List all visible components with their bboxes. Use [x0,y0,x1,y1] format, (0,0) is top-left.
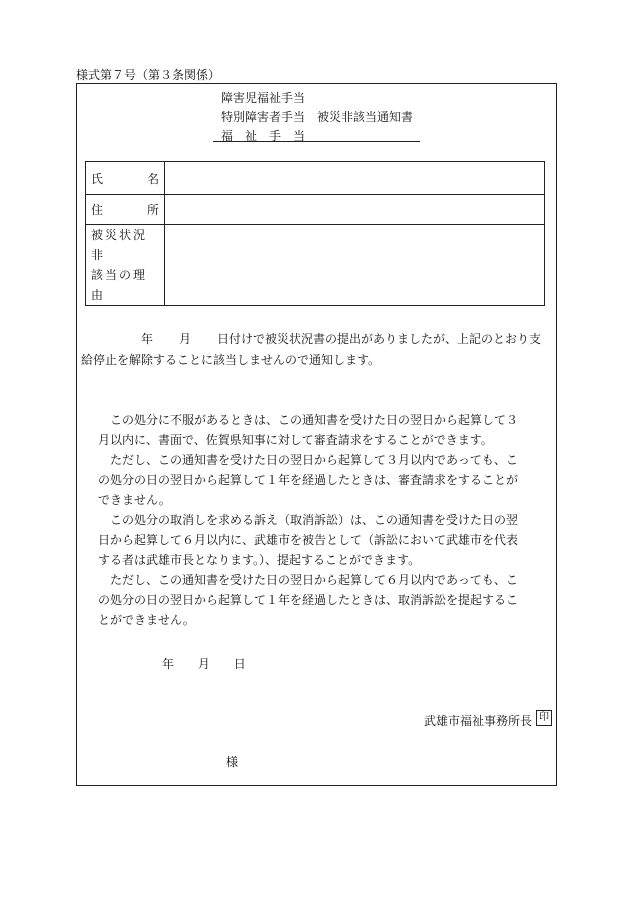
title-underline [213,141,420,142]
address-label-cell [86,195,165,225]
issue-date-month: 月 [197,657,210,671]
issue-date-year: 年 [162,657,175,671]
title-line-3: 福 祉 手 当 [221,129,306,143]
address-field[interactable] [165,195,545,225]
reason-label-cell [86,225,165,306]
name-label-cell [86,162,165,195]
appeal-paragraph-3: この処分の取消しを求める訴え（取消訴訟）は、この通知書を受けた日の翌日から起算して６月以内に、武雄市を被告として（訴訟において武雄市を代表する者は武雄市長となります。）、提起することができます。 [98,513,519,567]
issue-date-day: 日 [233,657,246,671]
seal-box: 印 [536,710,552,726]
table-row [86,195,545,225]
recipient-honorific: 様 [226,755,239,769]
appeal-paragraph-2: ただし、この通知書を受けた日の翌日から起算して３月以内であっても、この処分の日の翌日から起算して１年を経過したときは、審査請求をすることができません。 [98,453,519,507]
appeal-notice [98,410,528,630]
table-row [86,162,545,195]
table-row [86,225,545,306]
appeal-paragraph-4: ただし、この通知書を受けた日の翌日から起算して６月以内であっても、この処分の日の翌日から起算して１年を経過したときは、取消訴訟を提起することができません。 [98,573,519,627]
issuer-office: 武雄市福祉事務所長 [424,714,533,728]
notice-paragraph [81,329,553,371]
notice-month: 月 [179,332,192,346]
issue-date [162,655,266,672]
name-label-2: 名 [146,171,159,186]
title-line-2: 特別障害者手当 被災非該当通知書 [221,110,414,124]
name-label-1: 氏 [91,171,104,186]
address-label-1: 住 [91,203,104,217]
address-label-2: 所 [146,203,159,217]
title-line-1: 障害児福祉手当 [221,91,306,105]
appeal-paragraph-1: この処分に不服があるときは、この通知書を受けた日の翌日から起算して３月以内に、書面で、佐賀県知事に対して審査請求をすることができます。 [98,413,519,447]
reason-field[interactable] [165,225,545,306]
notice-year: 年 [141,332,154,346]
document-title [221,89,413,146]
reason-label-line-2: 該当の理由 [91,268,148,302]
notice-body: 日付けで被災状況書の提出がありましたが、上記のとおり支給停止を解除することに該当しませんので通知します。 [81,332,542,367]
reason-label-line-1: 被災状況非 [91,228,148,262]
name-field[interactable] [165,162,545,195]
recipient-info-table [85,161,545,306]
form-number: 様式第７号（第３条関係） [76,68,221,82]
